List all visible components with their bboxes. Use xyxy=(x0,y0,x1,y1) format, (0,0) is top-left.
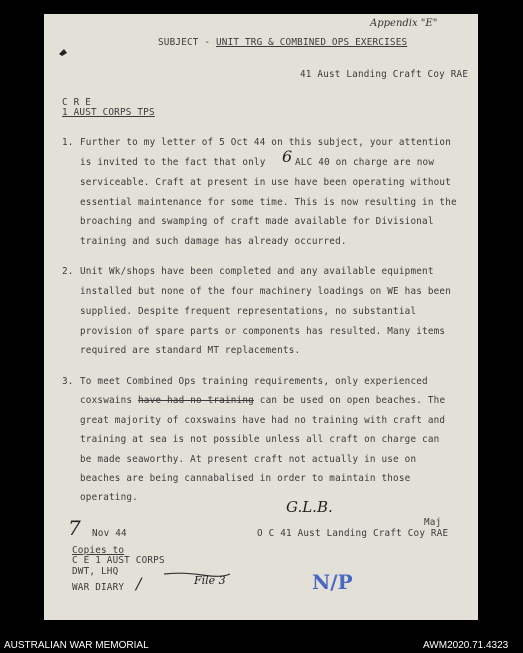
subject-prefix: SUBJECT - xyxy=(158,37,216,48)
struck-text: have had no training xyxy=(138,395,254,406)
para1-line-4: essential maintenance for some time. This is now resulting in the xyxy=(80,197,457,208)
subject-line xyxy=(158,37,407,48)
para1-line-2a: is invited to the fact that only xyxy=(80,157,266,168)
para1-line-3: serviceable. Craft at present in use have been operating without xyxy=(80,177,452,188)
para2-line-5: required are standard MT replacements. xyxy=(80,345,301,356)
para3-line-7: operating. xyxy=(80,492,138,503)
footer-right: AWM2020.71.4323 xyxy=(423,640,509,651)
para1-line-6: training and such damage has already occurred. xyxy=(80,236,347,247)
para3-line-2 xyxy=(80,395,445,406)
addressee-line-2: 1 AUST CORPS TPS xyxy=(62,107,155,118)
ink-mark-icon xyxy=(58,42,68,52)
para3-line-3: great majority of coxswains have had no training with craft and xyxy=(80,415,446,426)
copy-recipient-2: DWT, LHQ xyxy=(72,566,119,577)
np-stamp: N/P xyxy=(312,570,353,594)
copy-recipient-3: WAR DIARY xyxy=(72,582,125,593)
para2-line-2: installed but none of the four machinery loadings on WE has been xyxy=(80,286,452,297)
copies-heading: Copies to xyxy=(72,545,125,556)
para1-line-5: broaching and swamping of craft made available for Divisional xyxy=(80,216,434,227)
footer-left: AUSTRALIAN WAR MEMORIAL xyxy=(4,640,149,651)
para3-line-2a: coxswains xyxy=(80,395,133,406)
para2-line-4: provision of spare parts or components has resulted. Many items xyxy=(80,326,446,337)
document-page xyxy=(44,14,478,620)
para1-line-1: Further to my letter of 5 Oct 44 on this subject, your attention xyxy=(80,137,452,148)
para3-line-2c: can be used on open beaches. The xyxy=(259,395,446,406)
check-mark-icon: / xyxy=(136,574,142,593)
para2-line-3: supplied. Despite frequent representations, no substantial xyxy=(80,306,417,317)
para3-number: 3. xyxy=(62,376,74,387)
signature: G.L.B. xyxy=(286,498,333,516)
para1-number: 1. xyxy=(62,137,74,148)
para2-line-1: Unit Wk/shops have been completed and any available equipment xyxy=(80,266,434,277)
rank: Maj xyxy=(424,517,442,528)
from-unit: 41 Aust Landing Craft Coy RAE xyxy=(300,69,469,80)
copy-recipient-1: C E 1 AUST CORPS xyxy=(72,555,165,566)
para2-number: 2. xyxy=(62,266,74,277)
handwritten-count: 6 xyxy=(282,147,293,166)
file-note: File 3 xyxy=(194,574,226,587)
para3-line-1: To meet Combined Ops training requirements, only experienced xyxy=(80,376,428,387)
para1-line-2b: ALC 40 on charge are now xyxy=(295,157,435,168)
date-rest: Nov 44 xyxy=(92,528,127,539)
para3-line-4: training at sea is not possible unless all craft on charge can xyxy=(80,434,440,445)
appendix-note: Appendix "E" xyxy=(370,18,438,29)
date-day: 7 xyxy=(68,516,81,540)
para3-line-5: be made seaworthy. At present craft not actually in use on xyxy=(80,454,417,465)
subject-title: UNIT TRG & COMBINED OPS EXERCISES xyxy=(215,37,408,48)
signatory: O C 41 Aust Landing Craft Coy RAE xyxy=(257,528,449,539)
addressee-line-1: C R E xyxy=(62,97,91,108)
para3-line-6: beaches are being cannabalised in order to maintain those xyxy=(80,473,411,484)
